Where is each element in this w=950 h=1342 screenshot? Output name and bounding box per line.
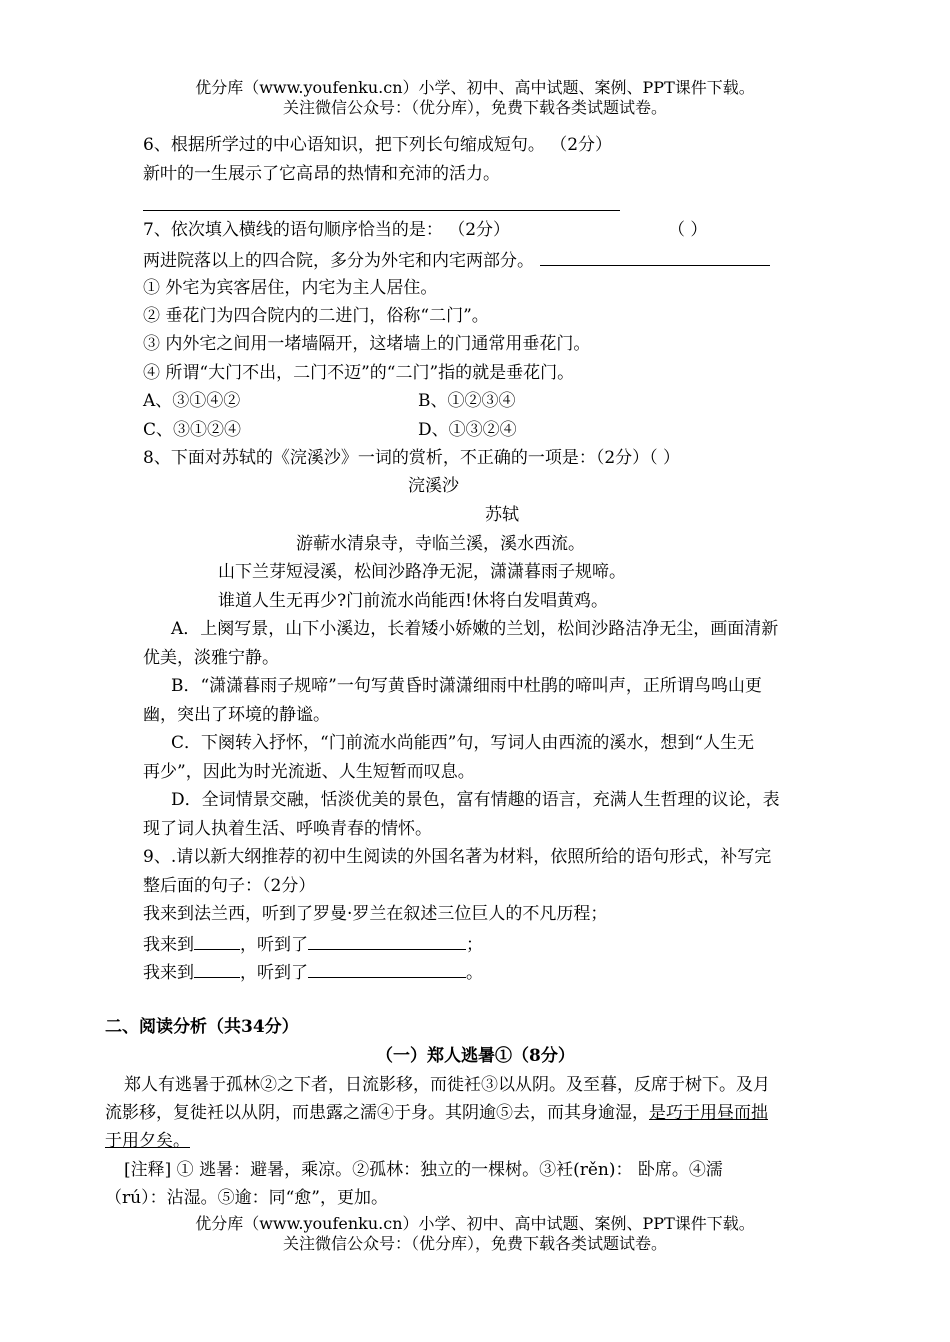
q7-option-b[interactable]: B、①②③④ xyxy=(418,391,516,411)
poem-line-1: 游蕲水清泉寺，寺临兰溪，溪水西流。 xyxy=(296,534,585,554)
poem-title: 浣溪沙 xyxy=(408,476,459,496)
header-line-1: 优分库（www.youfenku.cn）小学、初中、高中试题、案例、PPT课件下载。 xyxy=(195,78,755,97)
q9-fill-mid: ，听到了 xyxy=(240,935,308,955)
reading-text-line-3: 于用夕矣。 xyxy=(105,1131,190,1151)
q8-choice-c-line1[interactable]: C．下阕转入抒怀，“门前流水尚能西”句，写词人由西流的溪水，想到“人生无 xyxy=(171,733,755,753)
reading-text-line-1: 郑人有逃暑于孤林②之下者，日流影移，而徙衽③以从阴。及至暮，反席于树下。及月 xyxy=(124,1075,770,1095)
q7-item-2: ② 垂花门为四合院内的二进门，俗称“二门”。 xyxy=(143,306,489,326)
q6-stem: 6、根据所学过的中心语知识，把下列长句缩成短句。 （2分） xyxy=(143,135,613,155)
q6-answer-line[interactable] xyxy=(143,210,620,211)
q9-blank-place-2[interactable] xyxy=(194,960,240,978)
footer-line-1: 优分库（www.youfenku.cn）小学、初中、高中试题、案例、PPT课件下载。 xyxy=(195,1214,755,1233)
q9-fill-row-2 xyxy=(143,960,483,984)
notes-line-1: [注释] ① 逃暑：避暑，乘凉。②孤林：独立的一棵树。③衽(rěn)： 卧席。④濡 xyxy=(124,1160,723,1180)
header-line-2: 关注微信公众号：（优分库），免费下载各类试题试卷。 xyxy=(282,98,667,117)
q7-intro xyxy=(143,248,770,272)
q7-answer-paren[interactable]: （ ） xyxy=(668,220,708,240)
q9-blank-heard-2[interactable] xyxy=(308,960,466,978)
q7-option-d[interactable]: D、①③②④ xyxy=(418,420,517,440)
q9-fill-row-1 xyxy=(143,932,483,956)
q9-stem-1: 9、.请以新大纲推荐的初中生阅读的外国名著为材料，依照所给的语句形式，补写完 xyxy=(143,847,772,867)
q7-item-1: ① 外宅为宾客居住，内宅为主人居住。 xyxy=(143,278,438,298)
q8-choice-a-line2[interactable]: 优美，淡雅宁静。 xyxy=(143,648,279,668)
q8-choice-b-line1[interactable]: B．“潇潇暮雨子规啼”一句写黄昏时潇潇细雨中杜鹃的啼叫声，正所谓鸟鸣山更 xyxy=(171,676,762,696)
q8-choice-c-line2[interactable]: 再少”，因此为时光流逝、人生短暂而叹息。 xyxy=(143,762,475,782)
q9-blank-heard-1[interactable] xyxy=(308,932,466,950)
q7-option-a[interactable]: A、③①④② xyxy=(143,391,241,411)
q8-stem: 8、下面对苏轼的《浣溪沙》一词的赏析，不正确的一项是：（2分）（ ） xyxy=(143,448,681,468)
q7-item-4: ④ 所谓“大门不出，二门不迈”的“二门”指的就是垂花门。 xyxy=(143,363,575,383)
q9-stem-2: 整后面的句子：（2分） xyxy=(143,876,316,896)
section-2-title: 二、阅读分析（共34分） xyxy=(105,1017,299,1037)
q9-fill-end: 。 xyxy=(466,963,483,983)
reading-text-line-2 xyxy=(105,1102,768,1124)
reading-text-underlined: 是巧于用昼而拙 xyxy=(649,1103,768,1123)
q9-fill-prefix: 我来到 xyxy=(143,935,194,955)
q9-example: 我来到法兰西，听到了罗曼·罗兰在叙述三位巨人的不凡历程； xyxy=(143,904,608,924)
q9-fill-mid: ，听到了 xyxy=(240,963,308,983)
q8-choice-d-line1[interactable]: D．全词情景交融，恬淡优美的景色，富有情趣的语言，充满人生哲理的议论，表 xyxy=(171,790,780,810)
reading-text-plain: 流影移，复徙衽以从阴，而患露之濡④于身。其阴逾⑤去，而其身逾湿， xyxy=(105,1103,649,1123)
q7-item-3: ③ 内外宅之间用一堵墙隔开，这堵墙上的门通常用垂花门。 xyxy=(143,334,591,354)
q9-blank-place-1[interactable] xyxy=(194,932,240,950)
q7-blank[interactable] xyxy=(540,248,770,266)
q9-fill-prefix: 我来到 xyxy=(143,963,194,983)
q8-choice-b-line2[interactable]: 幽，突出了环境的静谧。 xyxy=(143,705,330,725)
q8-choice-a-line1[interactable]: A．上阕写景，山下小溪边，长着矮小娇嫩的兰划，松间沙路洁净无尘，画面清新 xyxy=(171,619,779,639)
poem-line-3: 谁道人生无再少?门前流水尚能西!休将白发唱黄鸡。 xyxy=(218,591,608,611)
q7-option-c[interactable]: C、③①②④ xyxy=(143,420,242,440)
poem-line-2: 山下兰芽短浸溪，松间沙路净无泥，潇潇暮雨子规啼。 xyxy=(218,562,626,582)
q7-intro-text: 两进院落以上的四合院，多分为外宅和内宅两部分。 xyxy=(143,251,534,271)
q8-choice-d-line2[interactable]: 现了词人执着生活、呼唤青春的情怀。 xyxy=(143,819,432,839)
notes-line-2: （rú）：沾湿。⑤逾：同“愈”，更加。 xyxy=(105,1188,388,1208)
footer-line-2: 关注微信公众号：（优分库），免费下载各类试题试卷。 xyxy=(282,1234,667,1253)
poem-author: 苏轼 xyxy=(485,505,519,525)
q6-sentence: 新叶的一生展示了它高昂的热情和充沛的活力。 xyxy=(143,164,500,184)
q7-stem: 7、依次填入横线的语句顺序恰当的是： （2分） xyxy=(143,220,511,240)
q9-fill-end: ； xyxy=(466,935,483,955)
reading-title: （一）郑人逃暑①（8分） xyxy=(376,1046,575,1066)
